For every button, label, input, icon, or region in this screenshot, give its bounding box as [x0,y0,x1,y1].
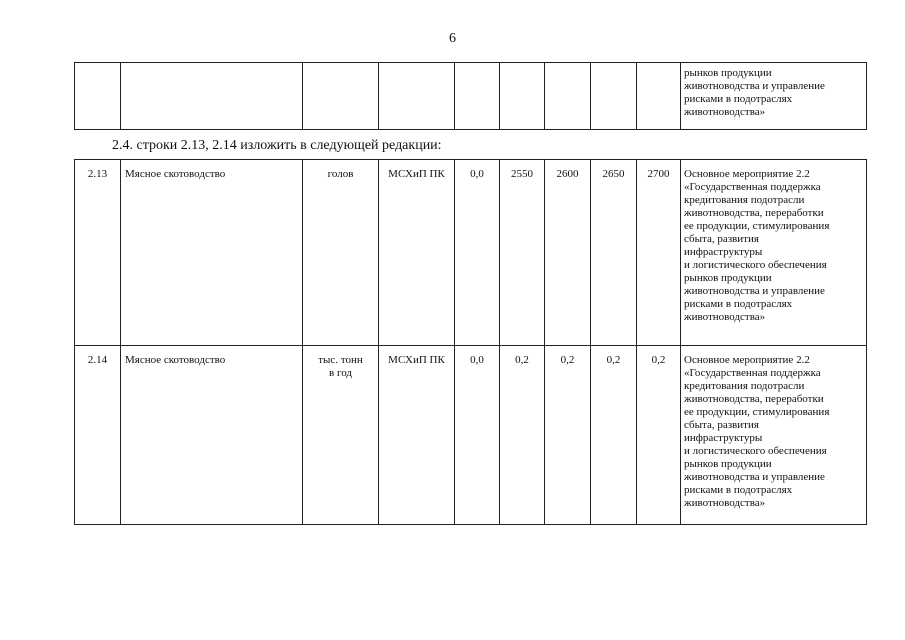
unit-cell: тыс. тонн в год [303,346,379,525]
indicators-table [74,159,867,525]
value-cell: 2550 [500,160,545,346]
responsible-cell: МСХиП ПК [379,160,455,346]
empty-cell [637,63,681,130]
table-row [75,63,867,130]
empty-cell [379,63,455,130]
empty-cell [545,63,591,130]
empty-cell [75,63,121,130]
value-cell: 0,2 [545,346,591,525]
unit-cell: голов [303,160,379,346]
empty-cell [591,63,637,130]
value-cell: 0,2 [591,346,637,525]
indicator-name: Мясное скотоводство [121,346,303,525]
table-row [75,160,867,346]
empty-cell [121,63,303,130]
empty-cell [500,63,545,130]
value-cell: 2650 [591,160,637,346]
value-cell: 0,2 [500,346,545,525]
value-cell: 0,0 [455,160,500,346]
continuation-table [74,62,867,130]
indicator-name: Мясное скотоводство [121,160,303,346]
row-number: 2.13 [75,160,121,346]
description-cell: Основное мероприятие 2.2 «Государственная поддержка кредитования подотрасли животноводства, переработки ее продукции, стимулирования сбыта, развития инфраструктуры и логистического обеспечения рынков продукции животноводства и управление рисками в подотраслях животноводства» [681,160,867,346]
value-cell: 2600 [545,160,591,346]
empty-cell [455,63,500,130]
description-cell: Основное мероприятие 2.2 «Государственная поддержка кредитования подотрасли животноводства, переработки ее продукции, стимулирования сбыта, развития инфраструктуры и логистического обеспечения рынков продукции животноводства и управление рисками в подотраслях животноводства» [681,346,867,525]
value-cell: 2700 [637,160,681,346]
instruction-text: 2.4. строки 2.13, 2.14 изложить в следующей редакции: [112,138,442,153]
page-number: 6 [449,31,456,46]
table-row [75,346,867,525]
empty-cell [303,63,379,130]
row-number: 2.14 [75,346,121,525]
description-cell: рынков продукции животноводства и управление рисками в подотраслях животноводства» [681,63,867,130]
responsible-cell: МСХиП ПК [379,346,455,525]
value-cell: 0,0 [455,346,500,525]
value-cell: 0,2 [637,346,681,525]
